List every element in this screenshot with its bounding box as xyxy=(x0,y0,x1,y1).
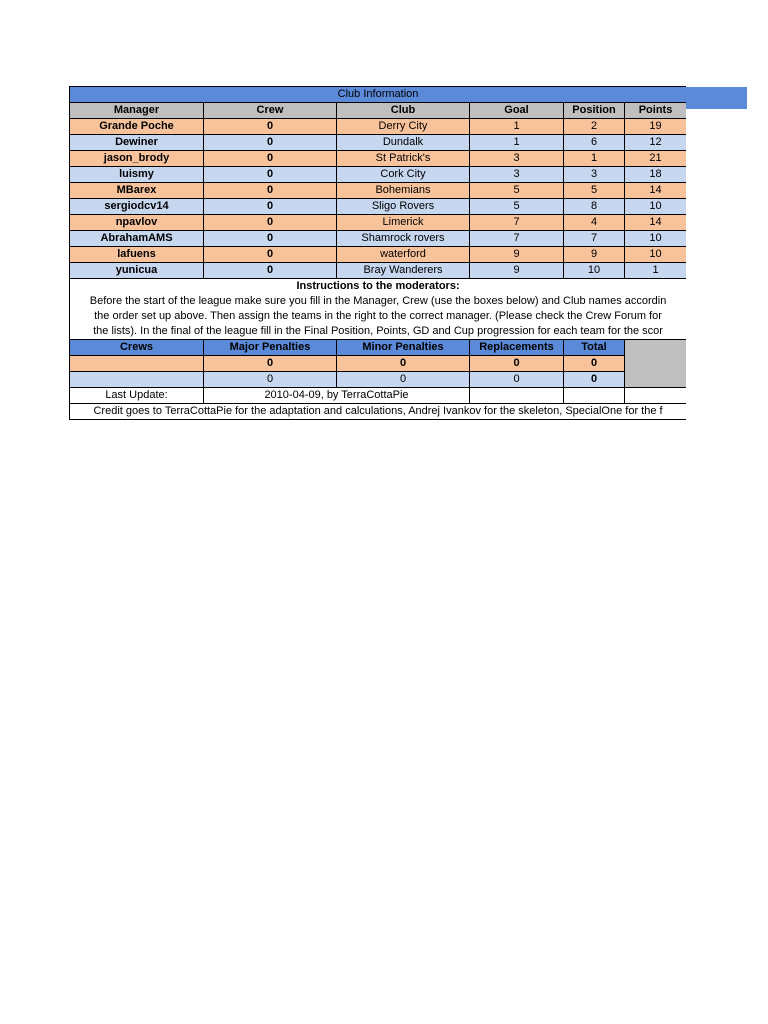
club-information-sheet xyxy=(69,86,686,463)
major-penalties-cell[interactable]: 0 xyxy=(204,372,337,388)
table-row xyxy=(70,247,687,263)
manager-cell[interactable]: MBarex xyxy=(70,183,204,199)
goal-cell[interactable]: 3 xyxy=(470,167,564,183)
position-cell[interactable]: 6 xyxy=(564,135,625,151)
club-cell[interactable]: Dundalk xyxy=(337,135,470,151)
header-band-extension xyxy=(685,87,747,109)
last-update-value[interactable]: 2010-04-09, by TerraCottaPie xyxy=(204,388,470,404)
points-cell[interactable]: 18 xyxy=(625,167,687,183)
header-major-penalties: Major Penalties xyxy=(204,340,337,356)
position-cell[interactable]: 10 xyxy=(564,263,625,279)
crew-cell[interactable]: 0 xyxy=(204,231,337,247)
header-total: Total xyxy=(564,340,625,356)
empty-cell xyxy=(564,388,625,404)
crews-cell[interactable] xyxy=(70,372,204,388)
last-update-label: Last Update: xyxy=(70,388,204,404)
crew-cell[interactable]: 0 xyxy=(204,199,337,215)
header-replacements: Replacements xyxy=(470,340,564,356)
crew-cell[interactable]: 0 xyxy=(204,119,337,135)
crew-cell[interactable]: 0 xyxy=(204,263,337,279)
points-cell[interactable]: 14 xyxy=(625,183,687,199)
goal-cell[interactable]: 7 xyxy=(470,215,564,231)
table-row xyxy=(70,167,687,183)
points-cell[interactable]: 10 xyxy=(625,231,687,247)
header-club: Club xyxy=(337,103,470,119)
club-cell[interactable]: Shamrock rovers xyxy=(337,231,470,247)
column-header-row xyxy=(70,103,687,119)
replacements-cell[interactable]: 0 xyxy=(470,372,564,388)
crew-cell[interactable]: 0 xyxy=(204,167,337,183)
instructions-title: Instructions to the moderators: xyxy=(70,279,687,295)
header-position: Position xyxy=(564,103,625,119)
instructions-line: Before the start of the league make sure you fill in the Manager, Crew (use the boxes below) and Club names accordin xyxy=(70,294,687,309)
table-row xyxy=(70,231,687,247)
points-cell[interactable]: 10 xyxy=(625,247,687,263)
points-cell[interactable]: 21 xyxy=(625,151,687,167)
position-cell[interactable]: 1 xyxy=(564,151,625,167)
minor-penalties-cell[interactable]: 0 xyxy=(337,372,470,388)
grey-filler-cell xyxy=(625,340,687,388)
header-crews: Crews xyxy=(70,340,204,356)
table-row xyxy=(70,119,687,135)
club-cell[interactable]: Derry City xyxy=(337,119,470,135)
table-row xyxy=(70,183,687,199)
manager-cell[interactable]: sergiodcv14 xyxy=(70,199,204,215)
manager-cell[interactable]: AbrahamAMS xyxy=(70,231,204,247)
penalties-row xyxy=(70,372,687,388)
manager-cell[interactable]: luismy xyxy=(70,167,204,183)
table-row xyxy=(70,135,687,151)
table-row xyxy=(70,263,687,279)
empty-cell xyxy=(470,388,564,404)
header-goal: Goal xyxy=(470,103,564,119)
points-cell[interactable]: 19 xyxy=(625,119,687,135)
position-cell[interactable]: 4 xyxy=(564,215,625,231)
position-cell[interactable]: 8 xyxy=(564,199,625,215)
goal-cell[interactable]: 9 xyxy=(470,247,564,263)
crew-cell[interactable]: 0 xyxy=(204,215,337,231)
manager-cell[interactable]: jason_brody xyxy=(70,151,204,167)
total-cell[interactable]: 0 xyxy=(564,356,625,372)
crew-cell[interactable]: 0 xyxy=(204,151,337,167)
club-cell[interactable]: Limerick xyxy=(337,215,470,231)
position-cell[interactable]: 2 xyxy=(564,119,625,135)
manager-cell[interactable]: Grande Poche xyxy=(70,119,204,135)
header-minor-penalties: Minor Penalties xyxy=(337,340,470,356)
club-cell[interactable]: Sligo Rovers xyxy=(337,199,470,215)
instructions-line: the order set up above. Then assign the teams in the right to the correct manager. (Please check the Crew Forum for xyxy=(70,309,687,324)
table-title: Club Information xyxy=(70,87,687,103)
major-penalties-cell[interactable]: 0 xyxy=(204,356,337,372)
points-cell[interactable]: 1 xyxy=(625,263,687,279)
manager-cell[interactable]: yunicua xyxy=(70,263,204,279)
manager-cell[interactable]: lafuens xyxy=(70,247,204,263)
credit-text: Credit goes to TerraCottaPie for the adaptation and calculations, Andrej Ivankov for the skeleton, SpecialOne for the f xyxy=(70,404,687,420)
club-cell[interactable]: Bohemians xyxy=(337,183,470,199)
total-cell[interactable]: 0 xyxy=(564,372,625,388)
instructions-line: the lists). In the final of the league fill in the Final Position, Points, GD and Cup progression for each team for the scor xyxy=(70,324,687,340)
penalties-header-row xyxy=(70,340,687,356)
points-cell[interactable]: 12 xyxy=(625,135,687,151)
table-row xyxy=(70,215,687,231)
goal-cell[interactable]: 9 xyxy=(470,263,564,279)
crew-cell[interactable]: 0 xyxy=(204,247,337,263)
club-information-table xyxy=(69,86,686,420)
table-row xyxy=(70,151,687,167)
crew-cell[interactable]: 0 xyxy=(204,135,337,151)
goal-cell[interactable]: 3 xyxy=(470,151,564,167)
goal-cell[interactable]: 1 xyxy=(470,135,564,151)
position-cell[interactable]: 3 xyxy=(564,167,625,183)
goal-cell[interactable]: 7 xyxy=(470,231,564,247)
crew-cell[interactable]: 0 xyxy=(204,183,337,199)
goal-cell[interactable]: 5 xyxy=(470,183,564,199)
points-cell[interactable]: 10 xyxy=(625,199,687,215)
penalties-row xyxy=(70,356,687,372)
header-crew: Crew xyxy=(204,103,337,119)
crews-cell[interactable] xyxy=(70,356,204,372)
points-cell[interactable]: 14 xyxy=(625,215,687,231)
header-points: Points xyxy=(625,103,687,119)
club-cell[interactable]: Cork City xyxy=(337,167,470,183)
club-cell[interactable]: Bray Wanderers xyxy=(337,263,470,279)
header-manager: Manager xyxy=(70,103,204,119)
manager-cell[interactable]: npavlov xyxy=(70,215,204,231)
club-cell[interactable]: St Patrick's xyxy=(337,151,470,167)
position-cell[interactable]: 5 xyxy=(564,183,625,199)
club-cell[interactable]: waterford xyxy=(337,247,470,263)
goal-cell[interactable]: 5 xyxy=(470,199,564,215)
goal-cell[interactable]: 1 xyxy=(470,119,564,135)
table-row xyxy=(70,199,687,215)
replacements-cell[interactable]: 0 xyxy=(470,356,564,372)
empty-cell xyxy=(625,388,687,404)
position-cell[interactable]: 9 xyxy=(564,247,625,263)
position-cell[interactable]: 7 xyxy=(564,231,625,247)
minor-penalties-cell[interactable]: 0 xyxy=(337,356,470,372)
manager-cell[interactable]: Dewiner xyxy=(70,135,204,151)
